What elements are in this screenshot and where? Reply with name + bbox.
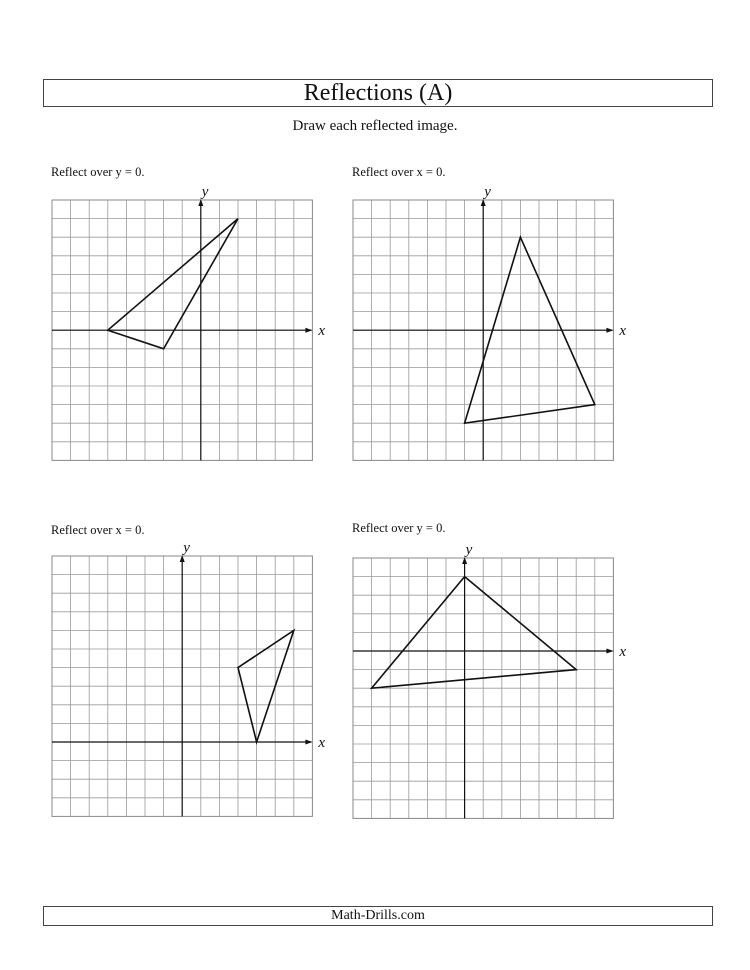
x-axis-label: x	[318, 735, 326, 751]
problem-3-prompt: Reflect over x = 0.	[51, 523, 145, 537]
problem-2-grid	[352, 181, 637, 466]
problem-1-grid	[51, 181, 336, 466]
y-axis-label: y	[201, 184, 209, 200]
problem-2-plot	[352, 181, 637, 466]
triangle-shape	[108, 219, 238, 349]
problem-4-grid	[352, 539, 637, 824]
problem-1-prompt: Reflect over y = 0.	[51, 165, 145, 179]
x-axis-arrow-icon	[606, 649, 613, 654]
worksheet-title: Reflections (A)	[43, 79, 713, 107]
y-axis-label: y	[465, 542, 473, 558]
problem-4-prompt: Reflect over y = 0.	[352, 521, 446, 535]
x-axis-label: x	[619, 644, 627, 660]
problem-3-plot	[51, 537, 336, 822]
problem-2-prompt: Reflect over x = 0.	[352, 165, 446, 179]
x-axis-arrow-icon	[606, 328, 613, 333]
x-axis-label: x	[619, 323, 627, 340]
instructions: Draw each reflected image.	[292, 118, 458, 134]
x-axis-label: x	[318, 323, 326, 340]
x-axis-arrow-icon	[305, 740, 312, 745]
footer: Math-Drills.com	[43, 906, 713, 926]
x-axis-arrow-icon	[305, 328, 312, 333]
y-axis-label: y	[183, 540, 190, 556]
problem-4-plot	[352, 539, 637, 824]
y-axis-label: y	[484, 184, 491, 200]
problem-3-grid	[51, 537, 336, 822]
problem-1-plot	[51, 181, 336, 466]
